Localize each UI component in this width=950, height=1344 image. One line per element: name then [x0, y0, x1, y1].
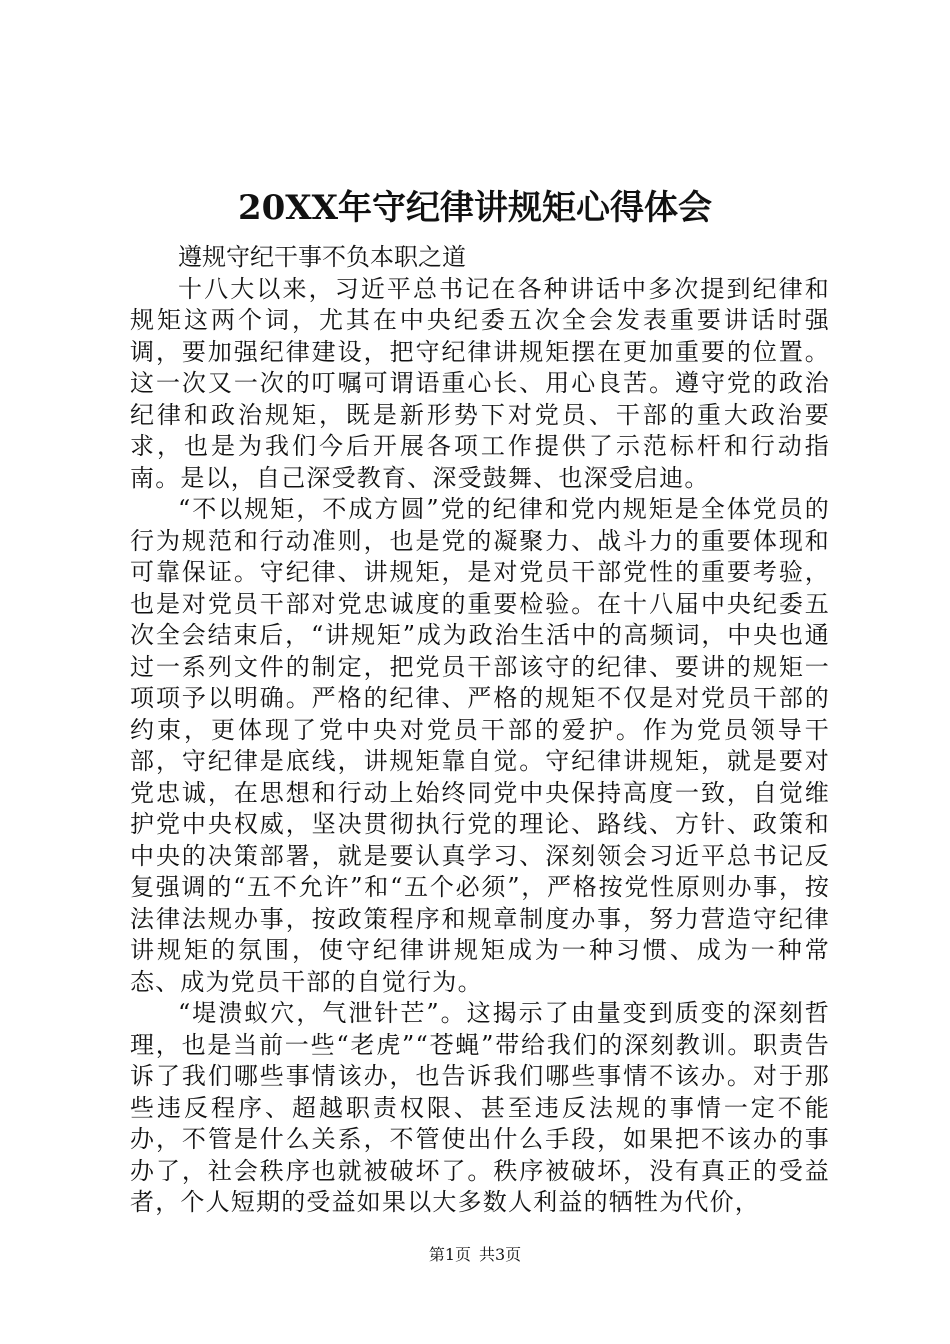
document-title: 20XX年守纪律讲规矩心得体会	[237, 188, 713, 228]
page-total: 共3页	[479, 1245, 522, 1264]
paragraph-1: 十八大以来，习近平总书记在各种讲话中多次提到纪律和规矩这两个词，尤其在中央纪委五次全会发表重要讲话时强调，要加强纪律建设，把守纪律讲规矩摆在更加重要的位置。这一次又一次的叮嘱可谓语重心长、用心良苦。遵守党的政治纪律和政治规矩，既是新形势下对党员、干部的重大政治要求，也是为我们今后开展各项工作提供了示范标杆和行动指南。是以，自己深受教育、深受鼓舞、也深受启迪。	[130, 274, 830, 492]
page-footer	[0, 1245, 950, 1265]
page-number: 第1页	[428, 1245, 471, 1264]
document-subtitle: 遵规守纪干事不负本职之道	[178, 243, 466, 271]
document-body	[130, 242, 830, 1219]
paragraph-3: “堤溃蚁穴，气泄针芒”。这揭示了由量变到质变的深刻哲理，也是当前一些“老虎”“苍蝇”带给我们的深刻教训。职责告诉了我们哪些事情该办，也告诉我们哪些事情不该办。对于那些违反程序、超越职责权限、甚至违反法规的事情一定不能办，不管是什么关系，不管使出什么手段，如果把不该办的事办了，社会秩序也就被破坏了。秩序被破坏，没有真正的受益者，个人短期的受益如果以大多数人利益的牺牲为代价，	[130, 999, 830, 1216]
paragraph-2: “不以规矩，不成方圆”党的纪律和党内规矩是全体党员的行为规范和行动准则，也是党的凝聚力、战斗力的重要体现和可靠保证。守纪律、讲规矩，是对党员干部党性的重要考验，也是对党员干部对党忠诚度的重要检验。在十八届中央纪委五次全会结束后，“讲规矩”成为政治生活中的高频词，中央也通过一系列文件的制定，把党员干部该守的纪律、要讲的规矩一项项予以明确。严格的纪律、严格的规矩不仅是对党员干部的约束，更体现了党中央对党员干部的爱护。作为党员领导干部，守纪律是底线，讲规矩靠自觉。守纪律讲规矩，就是要对党忠诚，在思想和行动上始终同党中央保持高度一致，自觉维护党中央权威，坚决贯彻执行党的理论、路线、方针、政策和中央的决策部署，就是要认真学习、深刻领会习近平总书记反复强调的“五不允许”和“五个必须”，严格按党性原则办事，按法律法规办事，按政策程序和规章制度办事，努力营造守纪律讲规矩的氛围，使守纪律讲规矩成为一种习惯、成为一种常态、成为党员干部的自觉行为。	[130, 495, 830, 996]
